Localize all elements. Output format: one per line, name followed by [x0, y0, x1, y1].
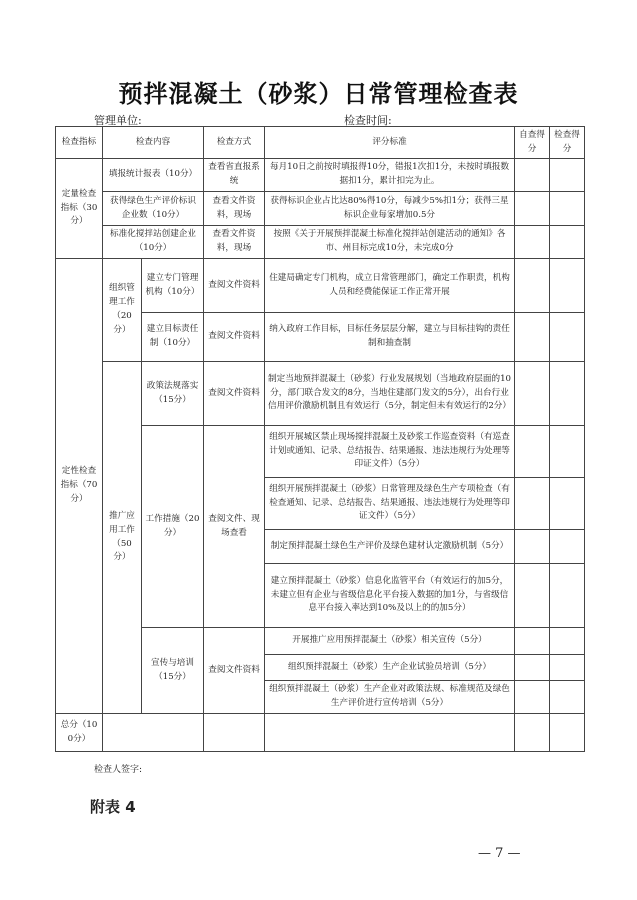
method-cell: 查阅文件资料: [204, 259, 265, 313]
self-score-cell[interactable]: [515, 478, 550, 530]
self-score-cell[interactable]: [515, 192, 550, 226]
standard-cell: 组织预拌混凝土（砂浆）生产企业对政策法规、标准规范及绿色生产评价进行宣传培训（5分）: [265, 681, 515, 714]
self-score-cell[interactable]: [515, 313, 550, 362]
content-cell: 政策法规落实（15分）: [142, 362, 204, 426]
total-check-score-cell[interactable]: [550, 714, 585, 752]
content-cell: 获得绿色生产评价标识企业数（10分）: [103, 192, 204, 226]
table-row: [56, 259, 585, 313]
table-row: [56, 192, 585, 226]
check-score-cell[interactable]: [550, 259, 585, 313]
page-title: 预拌混凝土（砂浆）日常管理检查表: [118, 80, 519, 108]
standard-cell: 获得标识企业占比达80%得10分，每减少5%扣1分；获得三星标识企业每家增加0.5分: [265, 192, 515, 226]
standard-cell: 组织开展城区禁止现场搅拌混凝土及砂浆工作巡查资料（有巡查计划或通知、记录、总结报告、结果通报、违法违规行为处理等印证文件）（5分）: [265, 426, 515, 478]
self-score-cell[interactable]: [515, 226, 550, 259]
standard-cell: 按照《关于开展预拌混凝土标准化搅拌站创建活动的通知》各市、州目标完成10分，未完成0分: [265, 226, 515, 259]
org-category-cell: 组织管理工作（20分）: [103, 259, 142, 362]
check-score-cell[interactable]: [550, 226, 585, 259]
content-cell: 宣传与培训（15分）: [142, 628, 204, 714]
header-check-score: 检查得分: [550, 127, 585, 159]
check-score-cell[interactable]: [550, 192, 585, 226]
check-score-cell[interactable]: [550, 362, 585, 426]
check-score-cell[interactable]: [550, 655, 585, 681]
standard-cell: 每月10日之前按时填报得10分，错报1次扣1分，未按时填报数据扣1分，累计扣完为止。: [265, 159, 515, 192]
total-self-score-cell[interactable]: [515, 714, 550, 752]
page-number: — 7 —: [478, 846, 521, 861]
total-empty-cell: [265, 714, 515, 752]
self-score-cell[interactable]: [515, 362, 550, 426]
table-row: [56, 159, 585, 192]
standard-cell: 制定当地预拌混凝土（砂浆）行业发展规划（当地政府层面的10分，部门联合发文的8分，当地住建部门发文的5分），出台行业信用评价激励机制且有效运行（5分，制定但未有效运行的2分）: [265, 362, 515, 426]
standard-cell: 开展推广应用预拌混凝土（砂浆）相关宣传（5分）: [265, 628, 515, 655]
method-cell: 查阅文件资料: [204, 362, 265, 426]
self-score-cell[interactable]: [515, 426, 550, 478]
header-method: 检查方式: [204, 127, 265, 159]
total-row: [56, 714, 585, 752]
promo-category-cell: 推广应用工作（50分）: [103, 362, 142, 714]
method-cell: 查阅文件资料: [204, 628, 265, 714]
check-score-cell[interactable]: [550, 478, 585, 530]
appendix-label: 附表 4: [90, 798, 136, 816]
table-row: [56, 362, 585, 426]
self-score-cell[interactable]: [515, 530, 550, 564]
self-score-cell[interactable]: [515, 655, 550, 681]
self-score-cell[interactable]: [515, 628, 550, 655]
self-score-cell[interactable]: [515, 564, 550, 628]
standard-cell: 组织预拌混凝土（砂浆）生产企业试验员培训（5分）: [265, 655, 515, 681]
method-cell: 查看文件资料，现场: [204, 226, 265, 259]
standard-cell: 住建局确定专门机构，成立日常管理部门，确定工作职责，机构人员和经费能保证工作正常开展: [265, 259, 515, 313]
standard-cell: 纳入政府工作目标，目标任务层层分解，建立与目标挂钩的责任制和抽查制: [265, 313, 515, 362]
method-cell: 查阅文件资料: [204, 313, 265, 362]
table-row: [56, 226, 585, 259]
standard-cell: 建立预拌混凝土（砂浆）信息化监管平台（有效运行的加5分，未建立但有企业与省级信息化平台接入数据的加1分，与省级信息平台接入率达到10%及以上的的加5分）: [265, 564, 515, 628]
content-cell: 标准化搅拌站创建企业（10分）: [103, 226, 204, 259]
qual-indicator-cell: 定性检查指标（70分）: [56, 259, 103, 714]
check-score-cell[interactable]: [550, 426, 585, 478]
header-indicator: 检查指标: [56, 127, 103, 159]
check-score-cell[interactable]: [550, 313, 585, 362]
self-score-cell[interactable]: [515, 159, 550, 192]
standard-cell: 组织开展预拌混凝土（砂浆）日常管理及绿色生产专项检查（有检查通知、记录、总结报告、结果通报、违法违规行为处理等印证文件）（5分）: [265, 478, 515, 530]
header-row: [56, 127, 585, 159]
check-score-cell[interactable]: [550, 564, 585, 628]
method-cell: 查看文件资料，现场: [204, 192, 265, 226]
content-cell: 工作措施（20分）: [142, 426, 204, 628]
quant-indicator-cell: 定量检查指标（30分）: [56, 159, 103, 259]
total-label-cell: 总分（100分）: [56, 714, 103, 752]
content-cell: 填报统计报表（10分）: [103, 159, 204, 192]
management-unit-label: 管理单位:: [94, 114, 142, 127]
header-standard: 评分标准: [265, 127, 515, 159]
total-empty-cell: [204, 714, 265, 752]
self-score-cell[interactable]: [515, 681, 550, 714]
inspector-signature-label: 检查人签字:: [94, 765, 143, 775]
inspection-time-label: 检查时间:: [344, 114, 392, 127]
inspection-table: [55, 126, 585, 752]
standard-cell: 制定预拌混凝土绿色生产评价及绿色建材认定激励机制（5分）: [265, 530, 515, 564]
check-score-cell[interactable]: [550, 159, 585, 192]
header-content: 检查内容: [103, 127, 204, 159]
total-empty-cell: [103, 714, 204, 752]
check-score-cell[interactable]: [550, 681, 585, 714]
header-self-score: 自查得分: [515, 127, 550, 159]
content-cell: 建立目标责任制（10分）: [142, 313, 204, 362]
self-score-cell[interactable]: [515, 259, 550, 313]
check-score-cell[interactable]: [550, 628, 585, 655]
method-cell: 查看省直报系统: [204, 159, 265, 192]
method-cell: 查阅文件、现场查看: [204, 426, 265, 628]
content-cell: 建立专门管理机构（10分）: [142, 259, 204, 313]
check-score-cell[interactable]: [550, 530, 585, 564]
